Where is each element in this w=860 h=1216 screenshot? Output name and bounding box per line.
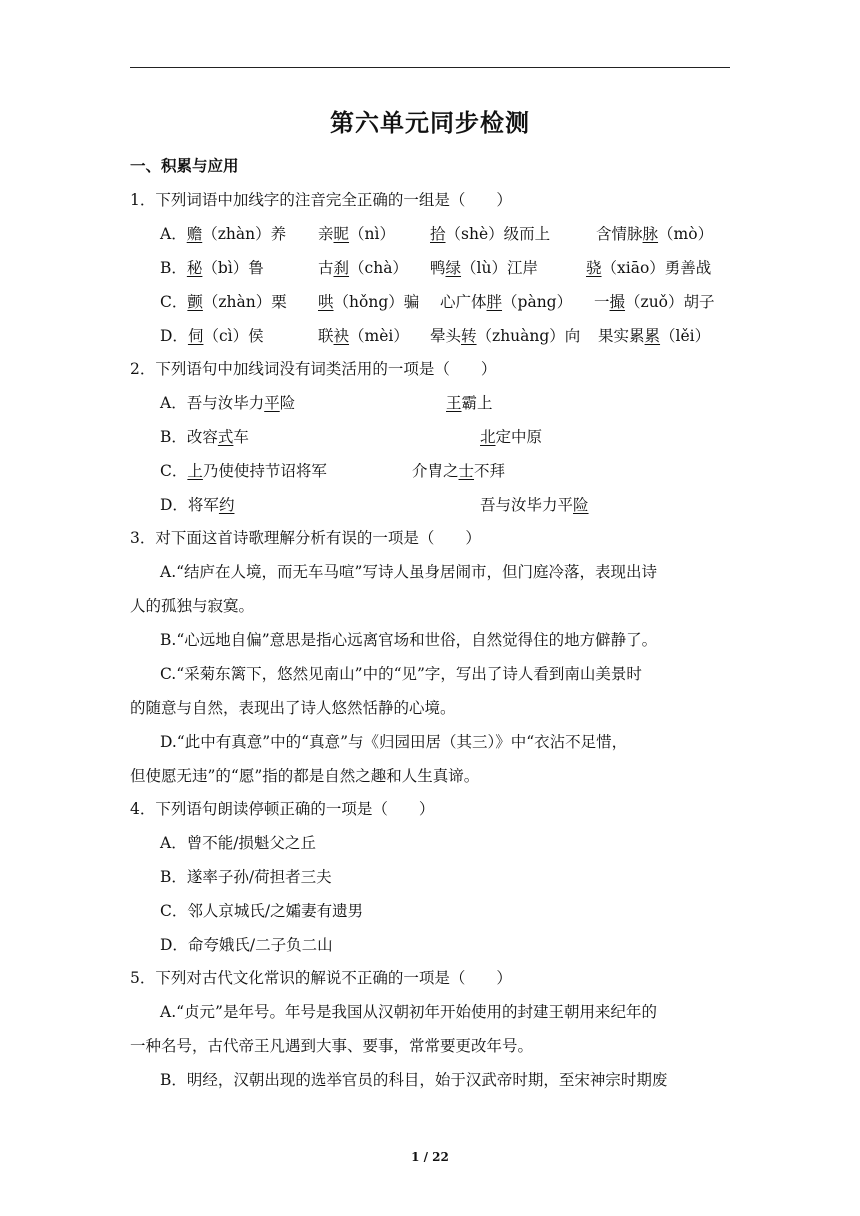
question-4-stem: 4．下列语句朗读停顿正确的一项是（ ） [130,800,435,818]
question-3-option-b: B.“心远地自偏”意思是指心远离官场和世俗，自然觉得住的地方僻静了。 [160,631,658,649]
question-4-option-b: B．遂率子孙/荷担者三夫 [160,868,332,886]
question-4-option-a: A．曾不能/损魁父之丘 [160,834,316,852]
question-3-option-c-line2: 的随意与自然，表现出了诗人悠然恬静的心境。 [130,699,456,717]
question-4-option-c: C．邻人京城氏/之孀妻有遗男 [160,902,364,920]
question-3-option-d-line2: 但使愿无违”的“愿”指的都是自然之趣和人生真谛。 [130,767,480,785]
question-3-option-d-line1: D.“此中有真意”中的“真意”与《归园田居（其三）》中“衣沾不足惜， [160,733,628,751]
page-number: 1 / 22 [411,1150,449,1164]
header-rule [130,67,730,68]
question-3-option-a-line1: A.“结庐在人境，而无车马喧”写诗人虽身居闹市，但门庭冷落，表现出诗 [160,563,657,581]
question-1-stem: 1．下列词语中加线字的注音完全正确的一组是（ ） [130,191,512,209]
question-4-option-d: D．命夸娥氏/二子负二山 [160,936,333,954]
page-title: 第六单元同步检测 [330,109,530,137]
section-heading: 一、积累与应用 [130,157,239,175]
question-3-option-a-line2: 人的孤独与寂寞。 [130,597,255,615]
question-5-option-b-line1: B．明经，汉朝出现的选举官员的科目，始于汉武帝时期，至宋神宗时期废 [160,1071,668,1089]
question-2-stem: 2．下列语句中加线词没有词类活用的一项是（ ） [130,360,497,378]
question-5-stem: 5．下列对古代文化常识的解说不正确的一项是（ ） [130,969,512,987]
question-3-stem: 3．对下面这首诗歌理解分析有误的一项是（ ） [130,529,481,547]
question-5-option-a-line2: 一种名号，古代帝王凡遇到大事、要事，常常要更改年号。 [130,1037,534,1055]
question-5-option-a-line1: A.“贞元”是年号。年号是我国从汉朝初年开始使用的封建王朝用来纪年的 [160,1003,657,1021]
question-3-option-c-line1: C.“采菊东篱下，悠然见南山”中的“见”字，写出了诗人看到南山美景时 [160,665,642,683]
